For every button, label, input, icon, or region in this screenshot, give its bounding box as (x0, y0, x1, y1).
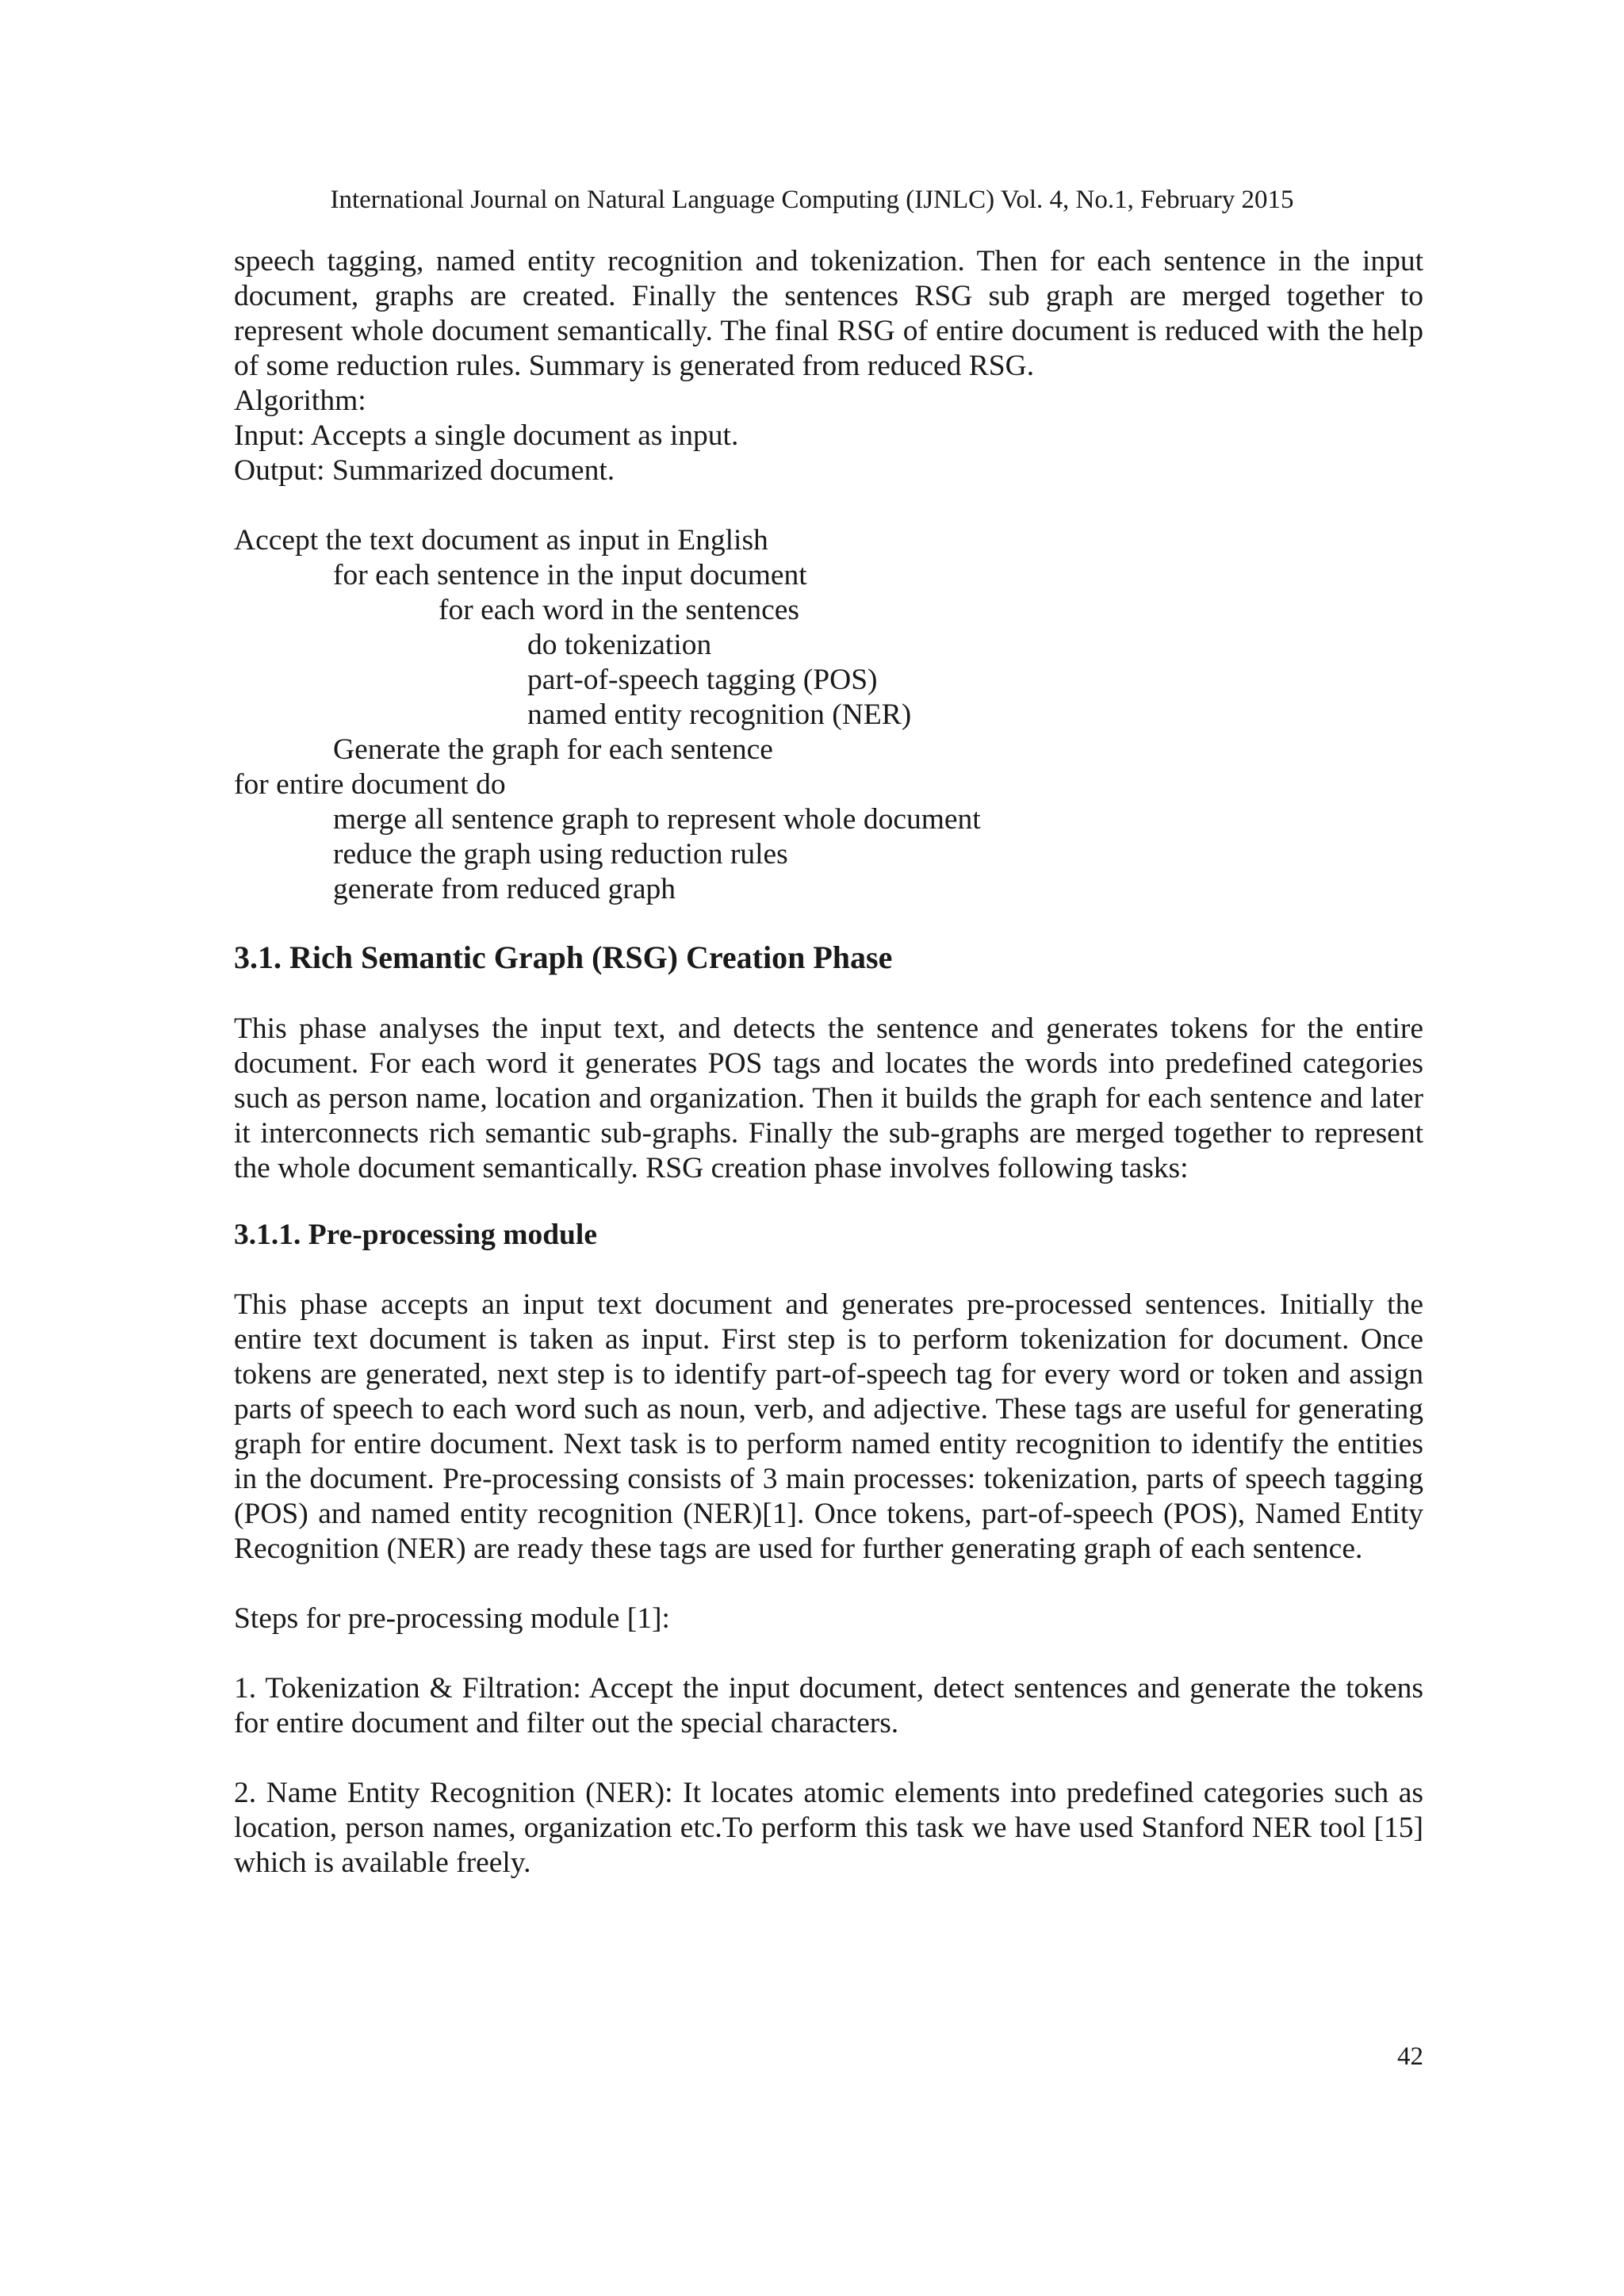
algorithm-output: Output: Summarized document. (234, 454, 615, 487)
algorithm-step: for entire document do (234, 768, 506, 801)
algorithm-step: reduce the graph using reduction rules (333, 838, 788, 871)
algorithm-step: Accept the text document as input in English (234, 524, 768, 557)
section-heading-3-1-1: 3.1.1. Pre-processing module (234, 1219, 597, 1251)
algorithm-step: merge all sentence graph to represent whole document (333, 803, 981, 836)
steps-intro: Steps for pre-processing module [1]: (234, 1602, 670, 1635)
intro-paragraph: speech tagging, named entity recognition and tokenization. Then for each sentence in the input document, graphs are created. Finally the sentences RSG sub graph are merged together to represent whole document semantically. The final RSG of entire document is reduced with the help of some reduction rules. Summary is generated from reduced RSG. (234, 245, 1423, 382)
running-header: International Journal on Natural Language Computing (IJNLC) Vol. 4, No.1, February 2015 (330, 186, 1294, 214)
algorithm-step: generate from reduced graph (333, 873, 676, 905)
page-content (234, 244, 1423, 1881)
algorithm-steps (234, 523, 1423, 907)
algorithm-label: Algorithm: (234, 385, 366, 417)
step-2-paragraph: 2. Name Entity Recognition (NER): It locates atomic elements into predefined categories such as location, person names, organization etc.To perform this task we have used Stanford NER tool [15] which is available freely. (234, 1777, 1423, 1879)
section-heading-3-1: 3.1. Rich Semantic Graph (RSG) Creation Phase (234, 939, 893, 975)
section-3-1-1-paragraph: This phase accepts an input text document and generates pre-processed sentences. Initially the entire text document is taken as input. First step is to perform tokenization for document. Once tokens are generated, next step is to identify part-of-speech tag for every word or token and assign parts of speech to each word such as noun, verb, and adjective. These tags are useful for generating graph for entire document. Next task is to perform named entity recognition to identify the entities in the document. Pre-processing consists of 3 main processes: tokenization, parts of speech tagging (POS) and named entity recognition (NER)[1]. Once tokens, part-of-speech (POS), Named Entity Recognition (NER) are ready these tags are used for further generating graph of each sentence. (234, 1288, 1423, 1565)
algorithm-step: for each sentence in the input document (333, 559, 807, 591)
algorithm-input: Input: Accepts a single document as input. (234, 419, 739, 452)
page-number: 42 (1397, 2042, 1423, 2071)
algorithm-step: for each word in the sentences (439, 594, 800, 626)
step-1-paragraph: 1. Tokenization & Filtration: Accept the input document, detect sentences and generate the tokens for entire document and filter out the special characters. (234, 1672, 1423, 1739)
algorithm-step: do tokenization (527, 629, 712, 661)
algorithm-step: part-of-speech tagging (POS) (527, 664, 878, 696)
algorithm-step: named entity recognition (NER) (527, 698, 912, 731)
algorithm-step: Generate the graph for each sentence (333, 733, 773, 766)
section-3-1-paragraph: This phase analyses the input text, and detects the sentence and generates tokens for the entire document. For each word it generates POS tags and locates the words into predefined categories such as person name, location and organization. Then it builds the graph for each sentence and later it interconnects rich semantic sub-graphs. Finally the sub-graphs are merged together to represent the whole document semantically. RSG creation phase involves following tasks: (234, 1012, 1423, 1184)
